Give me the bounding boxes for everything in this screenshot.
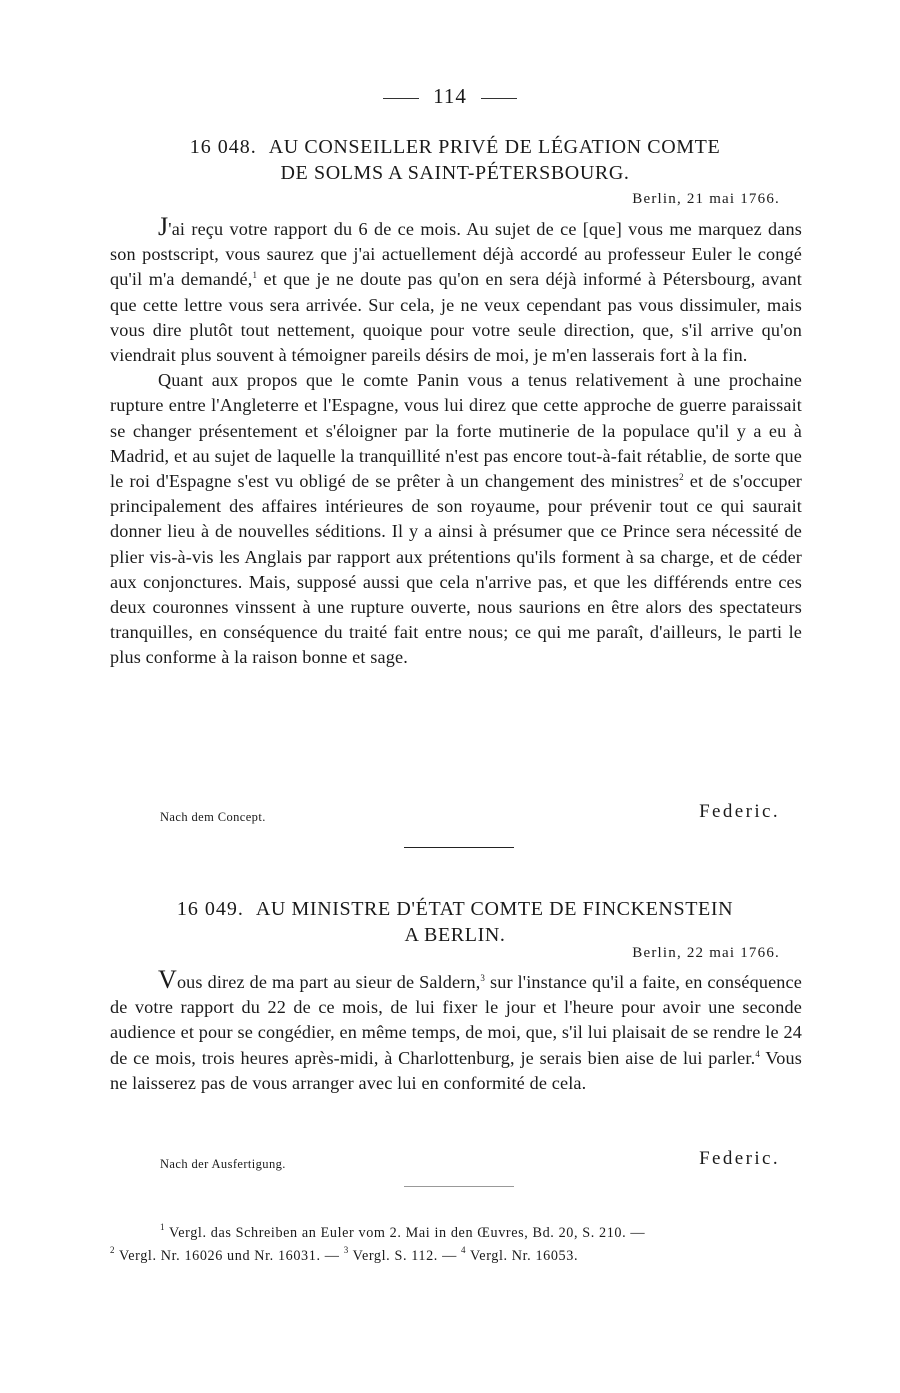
footnote-ref-1: 1 [252,270,258,281]
letter1-title-line1: AU CONSEILLER PRIVÉ DE LÉGATION COMTE [268,136,721,158]
letter1-source-note: Nach dem Concept. [160,810,266,824]
letter1-body [110,212,802,671]
letter1-p1-text: 'ai reçu votre rapport du 6 de ce mois. Au sujet de ce [que] vous me marquez dans son postscript, vous saurez que j'ai actuellement déjà accordé au professeur Euler le congé qu'il m'a demandé, [110,219,802,290]
letter2-initial: V [158,965,177,994]
footnote-marker-4: 4 [461,1245,467,1255]
footnote-marker-1: 1 [160,1222,166,1232]
letter1-initial: J [158,212,169,241]
letter1-p2-rest: et de s'occuper principalement des affaires intérieures de son royaume, pour prévenir tout ce qui saurait donner lieu à de nouvelles séditions. Il y a ainsi à présumer que ce Prince sera nécessité de plier vis-à-vis les Anglais par rapport aux prétentions qu'ils forment à sa charge, et de céder aux conjonctures. Mais, supposé aussi que cela n'arrive pas, et que les différends entre ces deux couronnes vinssent à une rupture ouverte, nous saurions en être alors des spectateurs tranquilles, en conséquence du traité fait entre nous; ce qui me paraît, d'ailleurs, le parti le plus conforme à la raison bonne et sage. [110,471,802,668]
letter2-title-line2: A BERLIN. [404,924,506,946]
page-number-dash-left [383,98,419,99]
letter2-heading [110,896,800,948]
footnote-2-text: Vergl. Nr. 16026 und Nr. 16031. — [115,1248,340,1264]
letter1-heading [110,134,800,186]
letter2-number: 16 049. [176,898,244,920]
footnote-separator [404,1186,514,1187]
letter2-paragraph-1 [110,965,802,1096]
letter1-dateline: Berlin, 21 mai 1766. [632,191,780,207]
footnote-ref-4: 4 [755,1048,760,1059]
letter1-paragraph-1 [110,212,802,368]
letter2-p1-rest: Vous ne laisserez pas de vous arranger avec lui en conformité de cela. [110,1047,802,1093]
footnotes [110,1222,802,1268]
page-number [0,84,900,109]
footnote-ref-3: 3 [480,973,486,983]
footnote-3-text: Vergl. S. 112. — [348,1248,457,1264]
letter2-signature: Federic. [699,1148,780,1169]
letter1-p2-text: Quant aux propos que le comte Panin vous a tenus relativement à une prochaine rupture entre l'Angleterre et l'Espagne, vous lui direz que cette approche de guerre paraissait se changer présentement et s'éloigner par la forte mutinerie de la populace qu'il y a eu à Madrid, et au sujet de laquelle la tranquillité n'est pas encore tout-à-fait rétablie, de sorte que le roi d'Espagne s'est vu obligé de se prêter à un changement des ministres [110,370,802,492]
letter1-p1-rest: et que je ne doute pas qu'on en sera déjà informé à Pétersbourg, avant que cette lettre vous sera arrivée. Sur cela, je ne veux cependant pas vous dissimuler, mais vous dire plutôt tout nettement, quoique pour votre seule direction, que, s'il arrive qu'on viendrait plus souvent à témoigner pareils désirs de moi, je m'en lasserais fort à la fin. [110,269,802,366]
section-divider [404,847,514,848]
footnote-2-3-4 [110,1245,802,1268]
letter2-title-line1: AU MINISTRE D'ÉTAT COMTE DE FINCKENSTEIN [255,898,734,920]
footnote-marker-2: 2 [110,1245,116,1255]
letter1-number: 16 048. [189,136,257,158]
footnote-marker-3: 3 [343,1245,349,1255]
page-number-text: 114 [433,84,467,108]
letter1-signature: Federic. [699,801,780,822]
letter2-body [110,965,802,1096]
letter2-p1-mid: sur l'instance qu'il a faite, en conséquence de votre rapport du 22 de ce mois, de lui fixer le jour et l'heure pour avoir une seconde audience et pour se congédier, en même temps, de moi, que, s'il lui plaisait de se rendre le 24 de ce mois, trois heures après-midi, à Charlottenburg, je serais bien aise de lui parler. [110,972,802,1068]
footnote-4-text: Vergl. Nr. 16053. [466,1248,579,1264]
footnote-ref-2: 2 [679,472,684,483]
letter2-p1-text: ous direz de ma part au sieur de Saldern, [176,972,481,992]
page-number-dash-right [481,98,517,99]
footnote-1 [110,1222,802,1245]
letter2-dateline: Berlin, 22 mai 1766. [632,945,780,961]
letter1-title-line2: DE SOLMS A SAINT-PÉTERSBOURG. [280,162,630,184]
letter1-paragraph-2 [110,368,802,670]
letter2-source-note: Nach der Ausfertigung. [160,1157,286,1171]
footnote-1-text: Vergl. das Schreiben an Euler vom 2. Mai in den Œuvres, Bd. 20, S. 210. — [165,1225,646,1241]
